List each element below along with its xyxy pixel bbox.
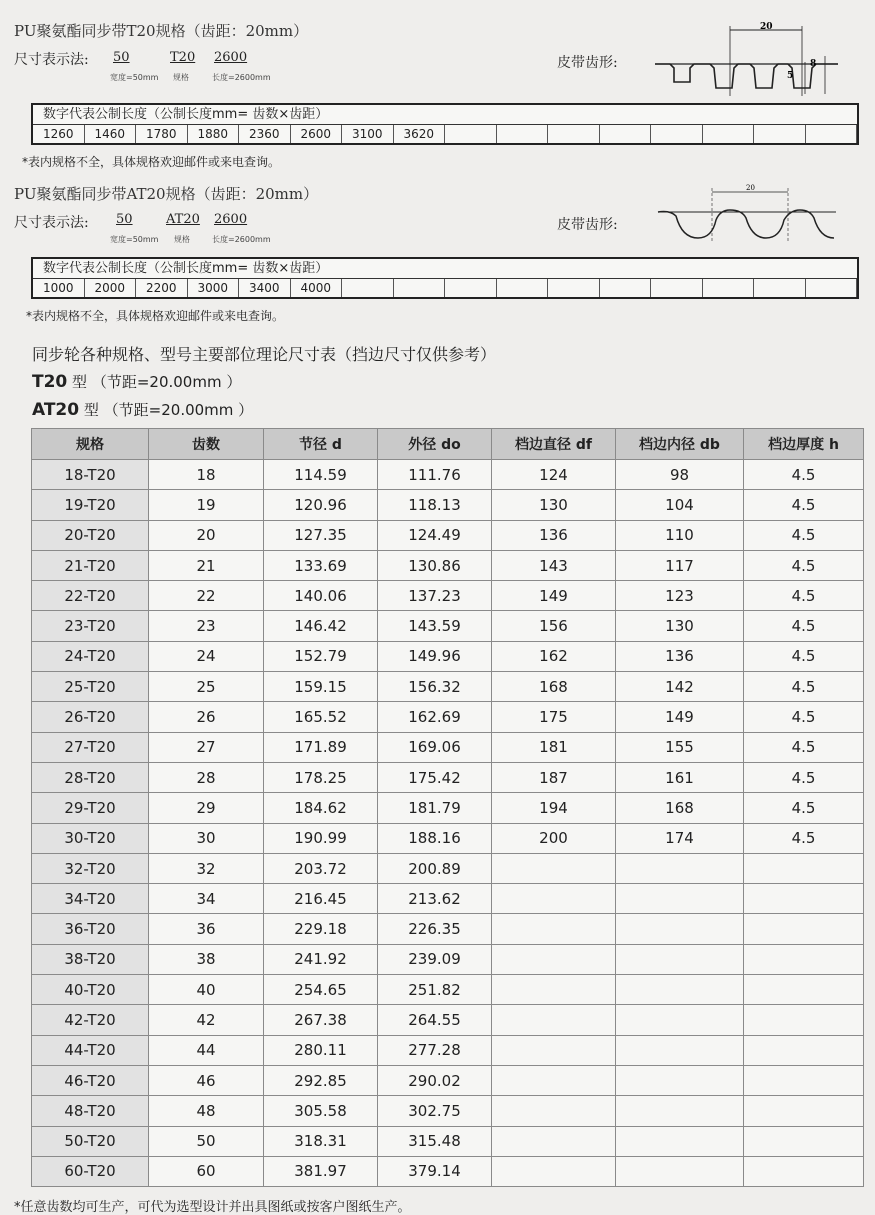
table-cell: 26-T20 — [32, 702, 149, 732]
table-cell: 19 — [149, 490, 264, 520]
table-cell — [492, 853, 616, 883]
t20-spec-value: T20 — [170, 50, 196, 65]
length-cell — [754, 279, 806, 297]
column-header: 规格 — [32, 429, 149, 460]
table-cell: 23 — [149, 611, 264, 641]
table-row — [32, 853, 864, 883]
table-row — [32, 975, 864, 1005]
table-cell: 315.48 — [378, 1126, 492, 1156]
table-row — [32, 550, 864, 580]
table-cell: 46-T20 — [32, 1065, 149, 1095]
table-cell: 4.5 — [744, 550, 864, 580]
table-cell — [616, 1065, 744, 1095]
table-row — [32, 1035, 864, 1065]
table-cell: 20-T20 — [32, 520, 149, 550]
table-cell: 4.5 — [744, 611, 864, 641]
at20-tooth-profile-diagram — [650, 180, 840, 246]
table-cell — [744, 944, 864, 974]
table-cell: 111.76 — [378, 460, 492, 490]
table-cell: 203.72 — [264, 853, 378, 883]
table-cell: 181.79 — [378, 793, 492, 823]
table-row — [32, 460, 864, 490]
length-cell: 3100 — [342, 125, 394, 143]
table-cell: 32-T20 — [32, 853, 149, 883]
table-cell: 239.09 — [378, 944, 492, 974]
column-header: 齿数 — [149, 429, 264, 460]
table-cell: 213.62 — [378, 884, 492, 914]
length-cell: 2600 — [291, 125, 343, 143]
table-cell: 264.55 — [378, 1005, 492, 1035]
length-cell — [806, 125, 858, 143]
table-cell: 200 — [492, 823, 616, 853]
table-cell: 136 — [492, 520, 616, 550]
length-cell: 3620 — [394, 125, 446, 143]
table-cell — [744, 1035, 864, 1065]
table-cell: 4.5 — [744, 520, 864, 550]
table-cell: 156 — [492, 611, 616, 641]
length-cell — [651, 125, 703, 143]
table-cell: 44 — [149, 1035, 264, 1065]
table-cell: 130.86 — [378, 550, 492, 580]
table-cell: 60 — [149, 1156, 264, 1186]
table-cell — [492, 1096, 616, 1126]
t20-tooth-dim: 5 — [787, 71, 794, 81]
table-cell: 32 — [149, 853, 264, 883]
table-cell: 149 — [492, 581, 616, 611]
table-cell: 152.79 — [264, 641, 378, 671]
table-cell: 159.15 — [264, 672, 378, 702]
table-cell: 267.38 — [264, 1005, 378, 1035]
length-cell: 2200 — [136, 279, 188, 297]
length-cell: 1000 — [33, 279, 85, 297]
table-row — [32, 702, 864, 732]
pulley-spec-table — [31, 428, 864, 1187]
table-cell — [744, 914, 864, 944]
length-cell — [394, 279, 446, 297]
pulley-section-title: 同步轮各种规格、型号主要部位理论尺寸表（挡边尺寸仅供参考） — [32, 345, 497, 364]
table-cell — [492, 975, 616, 1005]
table-cell: 156.32 — [378, 672, 492, 702]
table-cell: 104 — [616, 490, 744, 520]
table-row — [32, 1005, 864, 1035]
table-row — [32, 914, 864, 944]
table-cell — [616, 853, 744, 883]
length-cell: 2360 — [239, 125, 291, 143]
length-cell — [497, 279, 549, 297]
table-cell: 381.97 — [264, 1156, 378, 1186]
table-cell — [616, 914, 744, 944]
table-cell: 36-T20 — [32, 914, 149, 944]
column-header: 档边内径 db — [616, 429, 744, 460]
table-cell — [616, 1156, 744, 1186]
length-cell: 3000 — [188, 279, 240, 297]
table-cell: 4.5 — [744, 641, 864, 671]
t20-length-table — [31, 103, 859, 145]
table-cell: 165.52 — [264, 702, 378, 732]
table-cell: 34-T20 — [32, 884, 149, 914]
length-cell — [806, 279, 858, 297]
at20-length-table — [31, 257, 859, 299]
table-cell: 188.16 — [378, 823, 492, 853]
table-cell: 28-T20 — [32, 762, 149, 792]
table-cell — [492, 944, 616, 974]
t20-size-label: 尺寸表示法: — [14, 52, 89, 68]
table-cell — [616, 1005, 744, 1035]
table-row — [32, 793, 864, 823]
table-cell: 18 — [149, 460, 264, 490]
t20-note: *表内规格不全，具体规格欢迎邮件或来电查询。 — [22, 155, 281, 169]
table-cell: 48-T20 — [32, 1096, 149, 1126]
table-cell: 110 — [616, 520, 744, 550]
table-cell: 4.5 — [744, 732, 864, 762]
table-cell: 171.89 — [264, 732, 378, 762]
t20-spec-caption: 规格 — [173, 73, 189, 82]
length-cell — [445, 125, 497, 143]
table-cell: 114.59 — [264, 460, 378, 490]
at20-length-caption: 长度=2600mm — [212, 235, 271, 244]
table-cell: 168 — [492, 672, 616, 702]
table-row — [32, 944, 864, 974]
table-cell: 25-T20 — [32, 672, 149, 702]
table-cell: 241.92 — [264, 944, 378, 974]
length-cell: 2000 — [85, 279, 137, 297]
table-row — [32, 1156, 864, 1186]
at20-length-row — [33, 279, 857, 297]
table-cell: 162.69 — [378, 702, 492, 732]
table-cell — [744, 1156, 864, 1186]
length-cell — [445, 279, 497, 297]
table-cell: 60-T20 — [32, 1156, 149, 1186]
t20-pitch-dim: 20 — [760, 22, 773, 32]
length-cell: 4000 — [291, 279, 343, 297]
table-row — [32, 1096, 864, 1126]
table-cell: 48 — [149, 1096, 264, 1126]
column-header: 节径 d — [264, 429, 378, 460]
length-cell — [548, 125, 600, 143]
table-cell — [492, 914, 616, 944]
table-cell: 4.5 — [744, 762, 864, 792]
length-cell: 3400 — [239, 279, 291, 297]
table-cell: 226.35 — [378, 914, 492, 944]
table-cell: 4.5 — [744, 672, 864, 702]
table-row — [32, 581, 864, 611]
table-cell: 20 — [149, 520, 264, 550]
column-header: 外径 do — [378, 429, 492, 460]
table-cell: 175 — [492, 702, 616, 732]
table-cell: 29 — [149, 793, 264, 823]
t20-length-table-header: 数字代表公制长度（公制长度mm= 齿数×齿距） — [33, 105, 857, 125]
at20-width-caption: 宽度=50mm — [110, 235, 159, 244]
t20-title: PU聚氨酯同步带T20规格（齿距：20mm） — [14, 22, 309, 40]
table-cell: 22 — [149, 581, 264, 611]
length-cell — [754, 125, 806, 143]
table-cell — [744, 1096, 864, 1126]
t20-tooth-profile-diagram — [650, 22, 840, 98]
table-cell: 136 — [616, 641, 744, 671]
table-row — [32, 641, 864, 671]
table-cell: 98 — [616, 460, 744, 490]
table-cell: 140.06 — [264, 581, 378, 611]
length-cell — [703, 279, 755, 297]
table-cell: 290.02 — [378, 1065, 492, 1095]
type-at20-word: 型 — [83, 401, 99, 419]
table-cell: 280.11 — [264, 1035, 378, 1065]
table-cell: 38 — [149, 944, 264, 974]
table-cell: 50 — [149, 1126, 264, 1156]
type-t20-word: 型 — [72, 373, 88, 391]
table-cell: 40 — [149, 975, 264, 1005]
table-cell: 133.69 — [264, 550, 378, 580]
table-cell: 24-T20 — [32, 641, 149, 671]
at20-length-value: 2600 — [214, 212, 248, 227]
table-cell: 117 — [616, 550, 744, 580]
table-row — [32, 672, 864, 702]
table-cell: 4.5 — [744, 581, 864, 611]
table-cell: 28 — [149, 762, 264, 792]
length-cell: 1780 — [136, 125, 188, 143]
table-cell: 42 — [149, 1005, 264, 1035]
at20-profile-label: 皮带齿形: — [557, 217, 618, 233]
table-cell: 130 — [492, 490, 616, 520]
at20-pitch-dim: 20 — [746, 184, 755, 192]
table-cell: 169.06 — [378, 732, 492, 762]
table-row — [32, 732, 864, 762]
t20-profile-label: 皮带齿形: — [557, 55, 618, 71]
table-cell: 38-T20 — [32, 944, 149, 974]
table-cell: 175.42 — [378, 762, 492, 792]
table-body — [32, 460, 864, 1187]
table-cell: 142 — [616, 672, 744, 702]
table-row — [32, 762, 864, 792]
table-cell: 174 — [616, 823, 744, 853]
table-cell: 50-T20 — [32, 1126, 149, 1156]
table-cell — [616, 1035, 744, 1065]
table-cell — [744, 1126, 864, 1156]
table-cell: 4.5 — [744, 490, 864, 520]
length-cell — [548, 279, 600, 297]
table-cell — [492, 1005, 616, 1035]
table-row — [32, 490, 864, 520]
table-cell: 124 — [492, 460, 616, 490]
at20-title: PU聚氨酯同步带AT20规格（齿距：20mm） — [14, 185, 319, 203]
table-cell: 124.49 — [378, 520, 492, 550]
table-cell — [616, 1126, 744, 1156]
table-cell: 187 — [492, 762, 616, 792]
table-cell: 40-T20 — [32, 975, 149, 1005]
type-t20-pitch: （节距=20.00mm ） — [91, 373, 242, 391]
table-row — [32, 520, 864, 550]
table-cell: 19-T20 — [32, 490, 149, 520]
table-cell: 161 — [616, 762, 744, 792]
table-cell: 44-T20 — [32, 1035, 149, 1065]
t20-width-value: 50 — [113, 50, 130, 65]
table-row — [32, 1126, 864, 1156]
table-cell: 251.82 — [378, 975, 492, 1005]
table-cell: 18-T20 — [32, 460, 149, 490]
type-at20-line — [32, 399, 253, 420]
table-cell: 4.5 — [744, 702, 864, 732]
table-cell: 4.5 — [744, 460, 864, 490]
table-cell: 24 — [149, 641, 264, 671]
table-cell: 25 — [149, 672, 264, 702]
table-row — [32, 611, 864, 641]
table-cell — [616, 1096, 744, 1126]
table-cell: 23-T20 — [32, 611, 149, 641]
table-cell: 168 — [616, 793, 744, 823]
length-cell — [497, 125, 549, 143]
length-cell — [342, 279, 394, 297]
table-cell — [744, 884, 864, 914]
t20-length-value: 2600 — [214, 50, 248, 65]
length-cell: 1260 — [33, 125, 85, 143]
type-at20-pitch: （节距=20.00mm ） — [103, 401, 254, 419]
table-cell: 229.18 — [264, 914, 378, 944]
table-cell — [744, 1005, 864, 1035]
table-cell: 26 — [149, 702, 264, 732]
table-cell: 118.13 — [378, 490, 492, 520]
table-cell: 143 — [492, 550, 616, 580]
table-cell — [744, 975, 864, 1005]
table-cell: 200.89 — [378, 853, 492, 883]
length-cell — [600, 125, 652, 143]
length-cell: 1460 — [85, 125, 137, 143]
length-cell — [703, 125, 755, 143]
table-cell — [492, 1126, 616, 1156]
table-cell: 146.42 — [264, 611, 378, 641]
length-cell — [651, 279, 703, 297]
table-cell: 27-T20 — [32, 732, 149, 762]
type-t20-name: T20 — [32, 372, 68, 392]
table-cell — [616, 975, 744, 1005]
table-cell: 137.23 — [378, 581, 492, 611]
at20-spec-caption: 规格 — [174, 235, 190, 244]
table-cell: 21-T20 — [32, 550, 149, 580]
table-cell: 36 — [149, 914, 264, 944]
table-cell: 305.58 — [264, 1096, 378, 1126]
table-cell — [492, 884, 616, 914]
table-cell — [616, 944, 744, 974]
table-cell: 34 — [149, 884, 264, 914]
table-cell: 277.28 — [378, 1035, 492, 1065]
table-cell — [616, 884, 744, 914]
t20-length-row — [33, 125, 857, 143]
type-t20-line — [32, 371, 241, 392]
table-row — [32, 823, 864, 853]
at20-size-label: 尺寸表示法: — [14, 215, 89, 231]
column-header: 档边厚度 h — [744, 429, 864, 460]
table-cell: 292.85 — [264, 1065, 378, 1095]
table-cell: 302.75 — [378, 1096, 492, 1126]
table-cell — [744, 853, 864, 883]
table-cell: 30 — [149, 823, 264, 853]
table-cell: 181 — [492, 732, 616, 762]
table-cell: 29-T20 — [32, 793, 149, 823]
table-cell: 162 — [492, 641, 616, 671]
table-cell — [492, 1156, 616, 1186]
type-at20-name: AT20 — [32, 400, 80, 420]
table-cell: 190.99 — [264, 823, 378, 853]
table-cell: 42-T20 — [32, 1005, 149, 1035]
table-cell: 216.45 — [264, 884, 378, 914]
at20-note: *表内规格不全，具体规格欢迎邮件或来电查询。 — [26, 309, 285, 323]
table-cell: 130 — [616, 611, 744, 641]
t20-width-caption: 宽度=50mm — [110, 73, 159, 82]
table-cell: 178.25 — [264, 762, 378, 792]
at20-width-value: 50 — [116, 212, 133, 227]
table-cell: 21 — [149, 550, 264, 580]
at20-length-table-header: 数字代表公制长度（公制长度mm= 齿数×齿距） — [33, 259, 857, 279]
table-cell: 155 — [616, 732, 744, 762]
table-cell: 127.35 — [264, 520, 378, 550]
table-cell: 123 — [616, 581, 744, 611]
length-cell: 1880 — [188, 125, 240, 143]
table-cell: 379.14 — [378, 1156, 492, 1186]
table-cell: 120.96 — [264, 490, 378, 520]
table-cell: 30-T20 — [32, 823, 149, 853]
table-cell: 4.5 — [744, 823, 864, 853]
column-header: 档边直径 df — [492, 429, 616, 460]
table-cell: 149.96 — [378, 641, 492, 671]
length-cell — [600, 279, 652, 297]
table-row — [32, 884, 864, 914]
table-cell — [492, 1035, 616, 1065]
table-cell — [744, 1065, 864, 1095]
table-cell: 143.59 — [378, 611, 492, 641]
at20-spec-value: AT20 — [166, 212, 200, 227]
table-cell: 22-T20 — [32, 581, 149, 611]
table-cell: 27 — [149, 732, 264, 762]
table-cell: 4.5 — [744, 793, 864, 823]
table-cell — [492, 1065, 616, 1095]
table-cell: 318.31 — [264, 1126, 378, 1156]
table-cell: 184.62 — [264, 793, 378, 823]
table-cell: 149 — [616, 702, 744, 732]
table-cell: 254.65 — [264, 975, 378, 1005]
table-cell: 46 — [149, 1065, 264, 1095]
t20-height-dim: 8 — [810, 59, 817, 69]
table-header-row — [32, 429, 864, 460]
footnote: *任意齿数均可生产，可代为选型设计并出具图纸或按客户图纸生产。 — [14, 1200, 411, 1215]
table-row — [32, 1065, 864, 1095]
t20-length-caption: 长度=2600mm — [212, 73, 271, 82]
table-cell: 194 — [492, 793, 616, 823]
